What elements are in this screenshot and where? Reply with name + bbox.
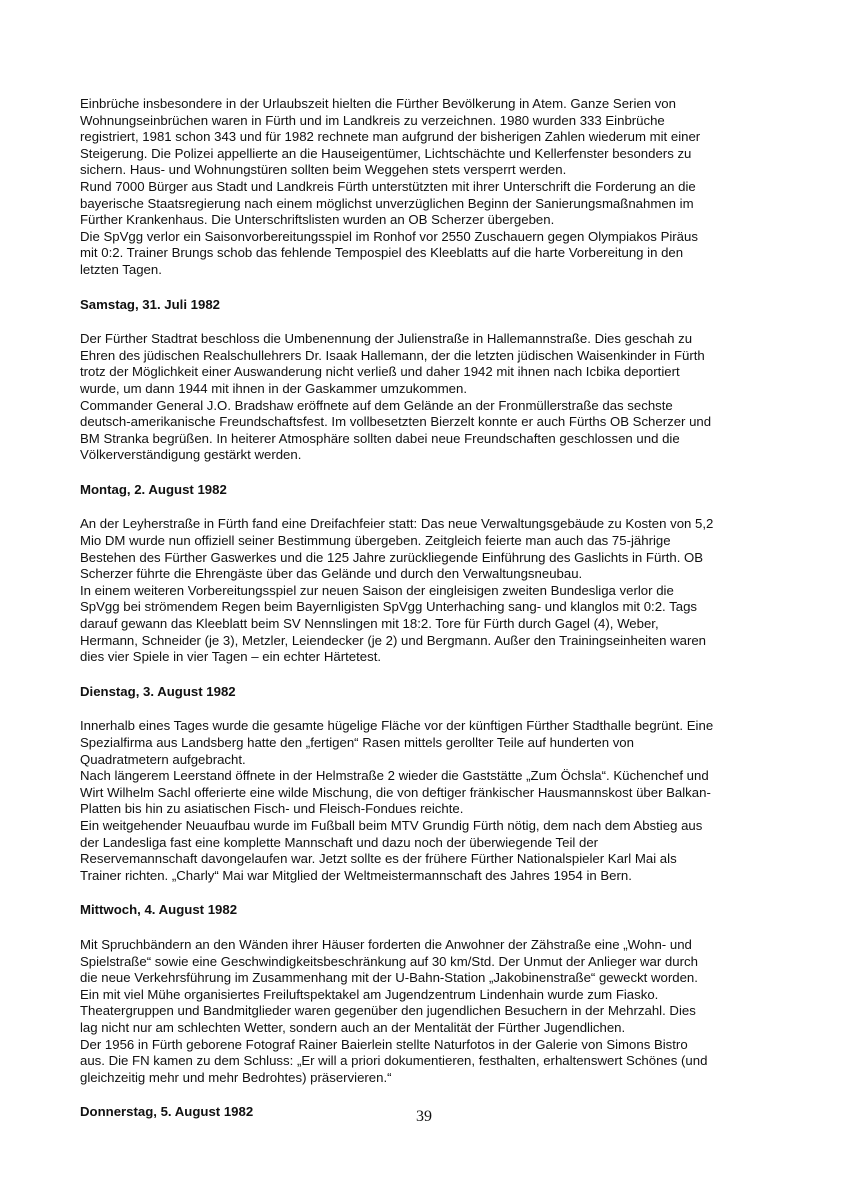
entry-date: Dienstag, 3. August 1982 [80, 683, 236, 699]
text-line: Der Fürther Stadtrat beschloss die Umbenennung der Julienstraße in Hallemannstraße. Dies geschah zu [80, 331, 693, 347]
text-line: der Landesliga fast eine komplette Mannschaft und dazu noch der überwiegende Teil der [80, 834, 599, 850]
text-line: Einbrüche insbesondere in der Urlaubszeit hielten die Fürther Bevölkerung in Atem. Ganze Serien von [80, 96, 676, 111]
text-line: Trainer richten. „Charly“ Mai war Mitglied der Weltmeistermannschaft des Jahres 1954 in Bern. [80, 867, 632, 883]
text-line: aus. Die FN kamen zu dem Schluss: „Er will a priori dokumentieren, festhalten, erhaltenswert Schönes (und [80, 1053, 708, 1069]
text-line: Völkerverständigung gestärkt werden. [80, 447, 302, 463]
entry-date: Montag, 2. August 1982 [80, 481, 227, 497]
text-line: bayerische Staatsregierung nach einem möglichst unverzüglichen Beginn der Sanierungsmaßnahmen im [80, 195, 694, 211]
entry-paragraph [80, 718, 770, 884]
text-line: Ein mit viel Mühe organisiertes Freiluftspektakel am Jugendzentrum Lindenhain wurde zum Fiasko. [80, 986, 659, 1002]
text-line: Innerhalb eines Tages wurde die gesamte hügelige Fläche vor der künftigen Fürther Stadthalle begrünt. Eine [80, 718, 714, 734]
text-line: lag nicht nur am schlechten Wetter, sondern auch an der Mentalität der Fürther Jugendlichen. [80, 1019, 626, 1035]
entry-date: Mittwoch, 4. August 1982 [80, 902, 238, 918]
text-line: gleichzeitig mehr und mehr Bedrohtes) präservieren.“ [80, 1069, 392, 1085]
text-line: Nach längerem Leerstand öffnete in der Helmstraße 2 wieder die Gaststätte „Zum Öchsla“. Küchenchef und [80, 768, 709, 784]
text-line: Commander General J.O. Bradshaw eröffnete auf dem Gelände an der Fronmüllerstraße das sechste [80, 397, 673, 413]
text-line: Fürther Krankenhaus. Die Unterschriftslisten wurden an OB Scherzer übergeben. [80, 212, 555, 228]
entry-paragraph [80, 331, 770, 464]
entry-date: Donnerstag, 5. August 1982 [80, 1104, 254, 1120]
entry-paragraph [80, 516, 770, 665]
intro-paragraph [80, 96, 770, 279]
text-line: Rund 7000 Bürger aus Stadt und Landkreis Fürth unterstützten mit ihrer Unterschrift die Forderung an die [80, 178, 696, 194]
text-line: Scherzer führte die Ehrengäste über das Gelände und durch den Verwaltungsneubau. [80, 566, 583, 582]
text-line: Platten bis hin zu asiatischen Fisch- und Fleisch-Fondues reichte. [80, 801, 464, 817]
text-line: BM Stranka begrüßen. In heiterer Atmosphäre sollten dabei neue Freundschaften geschlossen und die [80, 430, 680, 446]
text-line: Hermann, Schneider (je 3), Metzler, Leiendecker (je 2) und Bergmann. Außer den Trainingseinheiten waren [80, 632, 707, 648]
text-line: registriert, 1981 schon 343 und für 1982 rechnete man aufgrund der bisherigen Zahlen wiederum mit einer [80, 129, 701, 145]
text-line: Wirt Wilhelm Sachl offerierte eine wilde Mischung, die von deftiger fränkischer Hausmannskost über Balkan- [80, 784, 711, 800]
text-line: sichern. Haus- und Wohnungstüren sollten beim Weggehen stets versperrt werden. [80, 162, 567, 178]
text-line: Ein weitgehender Neuaufbau wurde im Fußball beim MTV Grundig Fürth nötig, dem nach dem Abstieg aus [80, 817, 703, 833]
text-line: Spezialfirma aus Landsberg hatte den „fertigen“ Rasen mittels gerollter Teile auf hunderten von [80, 735, 634, 750]
text-line: Mit Spruchbändern an den Wänden ihrer Häuser forderten die Anwohner der Zähstraße eine „Wohn- und [80, 936, 692, 952]
text-line: Quadratmetern aufgebracht. [80, 751, 246, 767]
text-line: Spielstraße“ sowie eine Geschwindigkeitsbeschränkung auf 30 km/Std. Der Unmut der Anlieger war durch [80, 953, 698, 969]
text-line: Wohnungseinbrüchen waren in Fürth und im Landkreis zu verzeichnen. 1980 wurden 333 Einbrüche [80, 112, 665, 128]
text-line: letzten Tagen. [80, 261, 162, 277]
text-line: Steigerung. Die Polizei appellierte an die Hauseigentümer, Lichtschächte und Kellerfenster besonders zu [80, 145, 692, 161]
text-line: Mio DM wurde nun offiziell seiner Bestimmung übergeben. Zeitgleich feierte man auch das 75-jährige [80, 533, 671, 549]
entry-paragraph [80, 937, 770, 1086]
entry-date: Samstag, 31. Juli 1982 [80, 296, 221, 312]
page-number: 39 [416, 1108, 432, 1125]
text-line: Theatergruppen und Bandmitglieder waren gegenüber den jugendlichen Besuchern in der Mehrzahl. Dies [80, 1003, 696, 1019]
text-line: Die SpVgg verlor ein Saisonvorbereitungsspiel im Ronhof vor 2550 Zuschauern gegen Olympiakos Piräus [80, 228, 698, 244]
text-line: die neue Verkehrsführung im Zusammenhang mit der U-Bahn-Station „Jakobinenstraße“ geweckt worden. [80, 970, 698, 986]
text-line: deutsch-amerikanische Freundschaftsfest. Im vollbesetzten Bierzelt konnte er auch Fürths OB Scherzer und [80, 414, 712, 430]
document-page [80, 96, 770, 1139]
text-line: SpVgg bei strömendem Regen beim Bayernligisten SpVgg Unterhaching sang- und klanglos mit 0:2. Tags [80, 599, 697, 615]
text-line: dies vier Spiele in vier Tagen – ein echter Härtetest. [80, 649, 382, 665]
text-line: Bestehen des Fürther Gaswerkes und die 125 Jahre zurückliegende Einführung des Gaslichts in Fürth. OB [80, 549, 704, 565]
text-line: trotz der Möglichkeit einer Auswanderung nicht verließ und daher 1942 mit ihnen nach Icbika deportiert [80, 364, 680, 380]
text-line: Ehren des jüdischen Realschullehrers Dr. Isaak Hallemann, der die letzten jüdischen Waisenkinder in Fürth [80, 347, 705, 363]
text-line: An der Leyherstraße in Fürth fand eine Dreifachfeier statt: Das neue Verwaltungsgebäude zu Kosten von 5,2 [80, 516, 714, 532]
text-line: mit 0:2. Trainer Brungs schob das fehlende Tempospiel des Kleeblatts auf die harte Vorbereitung in den [80, 245, 684, 261]
text-line: Reservemannschaft davongelaufen war. Jetzt sollte es der frühere Fürther Nationalspieler Karl Mai als [80, 851, 677, 867]
text-line: Der 1956 in Fürth geborene Fotograf Rainer Baierlein stellte Naturfotos in der Galerie von Simons Bistro [80, 1036, 688, 1052]
text-line: wurde, um dann 1944 mit ihnen in der Gaskammer umzukommen. [80, 380, 468, 396]
text-line: darauf gewann das Kleeblatt beim SV Nennslingen mit 18:2. Tore für Fürth durch Gagel (4), Weber, [80, 616, 659, 632]
text-line: In einem weiteren Vorbereitungsspiel zur neuen Saison der eingleisigen zweiten Bundesliga verlor die [80, 582, 674, 598]
